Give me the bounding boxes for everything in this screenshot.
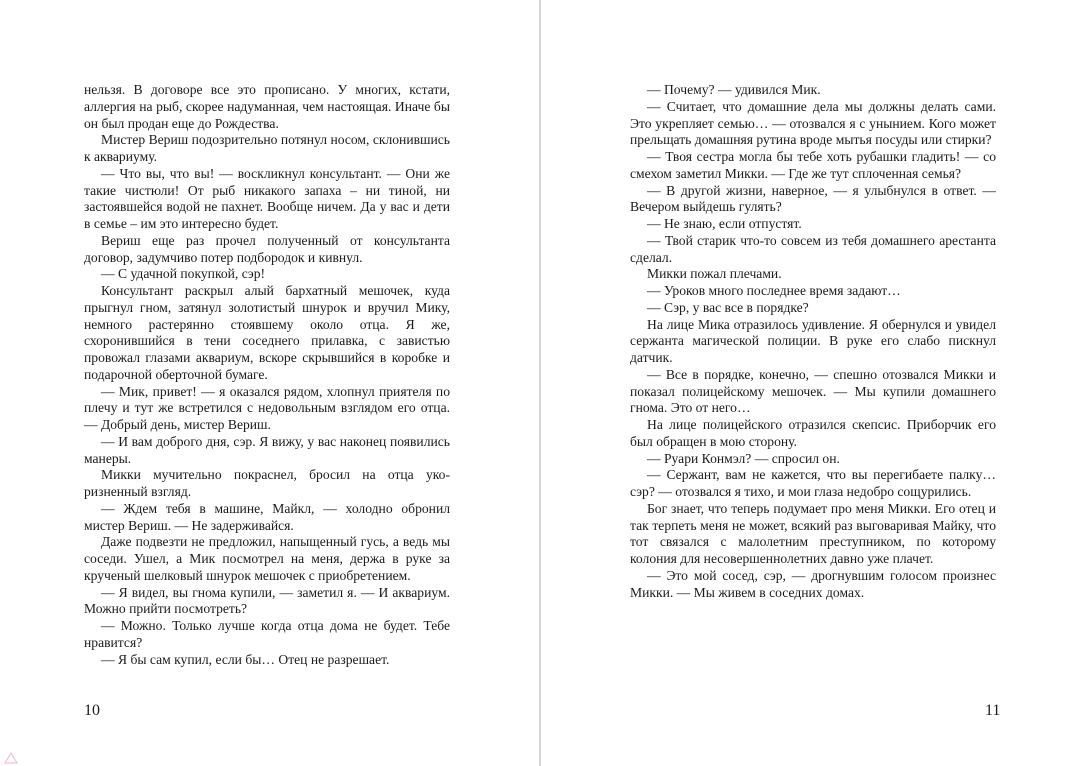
paragraph: — Я бы сам купил, если бы… Отец не разрешает. — [101, 651, 390, 667]
paragraph: — Сэр, у вас все в порядке? — [647, 299, 809, 315]
paragraph: Вериш еще раз прочел полученный от консультанта договор, задумчиво потер подбородок и кивнул. — [84, 232, 450, 265]
paragraph: — Твоя сестра могла бы тебе хоть рубашки гладить! — со смехом заметил Микки. — Где же тут сплоченная семья? — [630, 149, 996, 181]
page-number-right: 11 — [985, 702, 1001, 719]
left-page — [0, 0, 539, 766]
paragraph: Бог знает, что теперь подумает про меня Микки. Его отец и так терпеть меня не может, всякий раз выговаривая Майку, что тот связался с малолетним преступником, по которому колония для несовершеннолетних давно уже плачет. — [630, 500, 996, 566]
page-number-left: 10 — [84, 702, 100, 719]
paragraph: — Считает, что домашние дела мы должны делать сами. Это укрепляет семью… — отозвался я с унынием. Кого может прельщать домашняя рутина вроде мытья посуды или стирки? — [630, 98, 996, 148]
paragraph: — Я видел, вы гнома купили, — заметил я. — И аквариум. Можно прийти посмотреть? — [84, 584, 450, 617]
paragraph: — Не знаю, если отпустят. — [647, 216, 802, 231]
paragraph: Микки мучительно покраснел, бросил на отца укоризненный взгляд. — [84, 467, 450, 499]
paragraph: Консультант раскрыл алый бархатный мешочек, куда прыгнул гном, затянул золотистый шнурок и вручил Мику, немного растерянно стоявшему около отца. Я же, схоронившийся в тени соседнего прилавка, с завистью провожал глазами аквариум, вскоре скрывшийся в коробке и подарочной оберточной бумаге. — [84, 283, 450, 382]
paragraph: — Руари Конмэл? — спросил он. — [647, 450, 840, 466]
paragraph: — Можно. Только лучше когда отца дома не будет. Тебе нравится? — [84, 618, 450, 650]
paragraph: нельзя. В договоре все это прописано. У многих, кстати, аллергия на рыб, скорее надуманная, чем настоящая. Иначе бы он был продан еще до Рождества. — [84, 82, 450, 131]
right-page-text — [630, 82, 996, 601]
paragraph: Микки пожал плечами. — [647, 266, 782, 282]
paragraph: — Твой старик что-то совсем из тебя домашнего арестанта сделал. — [630, 232, 996, 265]
paragraph: — Ждем тебя в машине, Майкл, — холодно обронил мистер Вериш. — Не задерживайся. — [84, 500, 450, 533]
paragraph: — Почему? — удивился Мик. — [647, 82, 821, 97]
warning-triangle-icon — [4, 752, 18, 764]
paragraph: — Мик, привет! — я оказался рядом, хлопнул приятеля по плечу и тут же встретился с недовольным взглядом его отца. — Добрый день, мистер Вериш. — [84, 383, 450, 432]
paragraph: — Что вы, что вы! — воскликнул консультант. — Они же такие чистюли! От рыб никакого запаха – ни тиной, ни застоявшейся водой не пахнет. Вообще ничем. Да у вас и дети в семье – им это интересно будет. — [84, 165, 450, 231]
paragraph: — С удачной покупкой, сэр! — [101, 266, 266, 282]
paragraph: На лице полицейского отразился скепсис. Приборчик его был обращен в мою сторону. — [630, 417, 996, 449]
paragraph: — В другой жизни, наверное, — я улыбнулся в ответ. — Вечером выйдешь гулять? — [630, 182, 996, 215]
paragraph: Мистер Вериш подозрительно потянул носом, склонившись к аквариуму. — [84, 132, 450, 164]
right-page — [541, 0, 1080, 766]
paragraph: — Сержант, вам не кажется, что вы перегибаете палку… сэр? — отозвался я тихо, и мои глаза недобро сощурились. — [630, 467, 996, 499]
paragraph: — Уроков много последнее время задают… — [647, 283, 901, 298]
paragraph: На лице Мика отразилось удивление. Я обернулся и увидел сержанта магической полиции. В руке его слабо пискнул датчик. — [630, 316, 996, 365]
paragraph: Даже подвезти не предложил, напыщенный гусь, а ведь мы соседи. Ушел, а Мик посмотрел на меня, держа в руке за крученый шелковый шнурок мешочек с приобретением. — [84, 534, 450, 583]
paragraph: — Это мой сосед, сэр, — дрогнувшим голосом произнес Микки. — Мы живем в соседних домах. — [630, 567, 996, 600]
paragraph: — Все в порядке, конечно, — спешно отозвался Микки и показал полицейскому мешочек. — Мы купили домашнего гнома. Это от него… — [630, 366, 996, 416]
left-page-text — [84, 82, 450, 668]
paragraph: — И вам доброго дня, сэр. Я вижу, у вас наконец появились манеры. — [84, 433, 450, 466]
